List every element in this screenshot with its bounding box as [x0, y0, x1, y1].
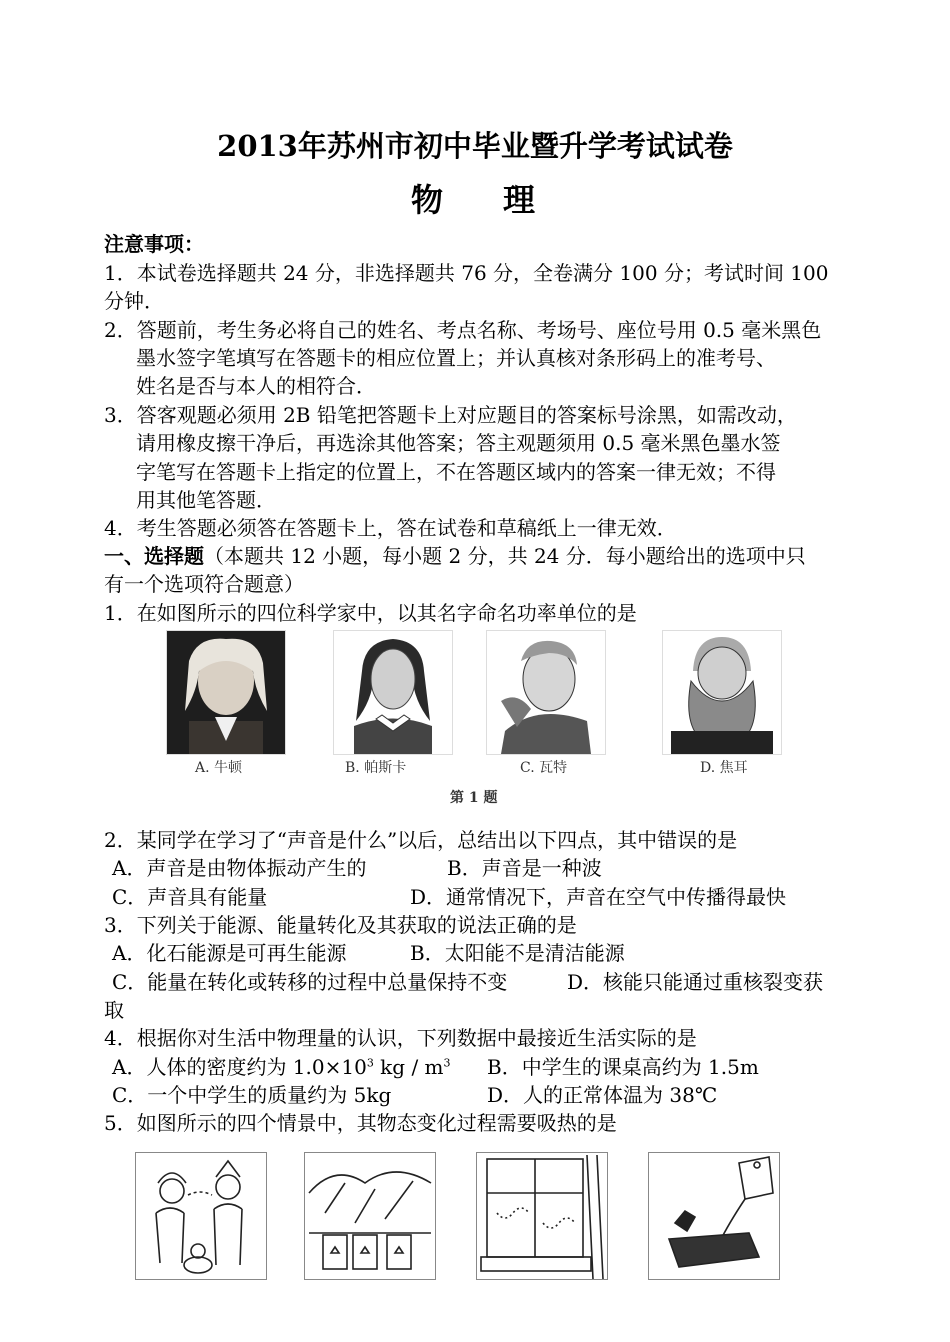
q5-stem: 5．如图所示的四个情景中，其物态变化过程需要吸热的是 [104, 1111, 617, 1135]
q2-option-b: B．声音是一种波 [447, 856, 602, 880]
scene-molten-metal [648, 1152, 780, 1280]
portrait-pascal [333, 630, 453, 755]
notice-2: 2．答题前，考生务必将自己的姓名、考点名称、考场号、座位号用 0.5 毫米黑色 [104, 318, 822, 342]
subject-char-2: 理 [503, 181, 540, 219]
q1-caption-d: D. 焦耳 [700, 760, 748, 776]
notice-3-cont: 请用橡皮擦干净后，再选涂其他答案；答主观题须用 0.5 毫米黑色墨水签 [136, 431, 781, 455]
q1-caption-c: C. 瓦特 [520, 760, 568, 776]
q3-stem: 3．下列关于能源、能量转化及其获取的说法正确的是 [104, 913, 577, 937]
scene-breath-winter [135, 1152, 267, 1280]
notice-2-cont: 墨水签字笔填写在答题卡的相应位置上；并认真核对条形码上的准考号、 [136, 346, 776, 370]
notice-4: 4．考生答题必须答在答题卡上，答在试卷和草稿纸上一律无效． [104, 516, 677, 540]
q1-caption-a: A. 牛顿 [195, 760, 243, 776]
notice-2-cont2: 姓名是否与本人的相符合． [136, 374, 376, 398]
q3-option-d-cont: 取 [104, 998, 124, 1022]
q4-option-a: A．人体的密度约为 $1.0\times 10^3$ kg / $m^3$ [112, 1055, 451, 1079]
notice-heading: 注意事项： [104, 232, 204, 256]
notice-3-cont3: 用其他笔答题． [136, 488, 276, 512]
q3-option-d: D．核能只能通过重核裂变获 [567, 970, 824, 994]
subject-title [0, 181, 950, 219]
exam-title: 2013年苏州市初中毕业暨升学考试试卷 [217, 129, 733, 163]
q2-stem: 2．某同学在学习了“声音是什么”以后，总结出以下四点，其中错误的是 [104, 828, 738, 852]
q4-option-d: D．人的正常体温为 38℃ [487, 1083, 718, 1107]
notice-1-cont: 分钟． [104, 289, 164, 313]
portrait-joule [662, 630, 782, 755]
portrait-watt [486, 630, 606, 755]
scene-window-frost [476, 1152, 608, 1280]
q3-option-b: B．太阳能不是清洁能源 [410, 941, 625, 965]
q4-stem: 4．根据你对生活中物理量的认识，下列数据中最接近生活实际的是 [104, 1026, 697, 1050]
q2-option-a: A．声音是由物体振动产生的 [112, 856, 367, 880]
scene-frozen-clothes [304, 1152, 436, 1280]
q2-option-c: C．声音具有能量 [112, 885, 268, 909]
q2-option-d: D．通常情况下，声音在空气中传播得最快 [410, 885, 787, 909]
subject-char-1: 物 [410, 181, 447, 219]
notice-3-cont2: 字笔写在答题卡上指定的位置上，不在答题区域内的答案一律无效；不得 [136, 460, 776, 484]
q4-option-c: C．一个中学生的质量约为 5kg [112, 1083, 392, 1107]
q3-option-a: A．化石能源是可再生能源 [112, 941, 347, 965]
q3-option-c: C．能量在转化或转移的过程中总量保持不变 [112, 970, 508, 994]
section-1-desc: 有一个选项符合题意） [104, 572, 304, 596]
notice-1: 1．本试卷选择题共 24 分，非选择题共 76 分，全卷满分 100 分；考试时间 100 [104, 261, 829, 285]
notice-3: 3．答客观题必须用 2B 铅笔把答题卡上对应题目的答案标号涂黑，如需改动， [104, 403, 797, 427]
q1-stem: 1．在如图所示的四位科学家中，以其名字命名功率单位的是 [104, 601, 637, 625]
q1-figure-label: 第 1 题 [450, 790, 498, 806]
section-1-heading: 一、选择题（本题共 12 小题，每小题 2 分，共 24 分．每小题给出的选项中只 [104, 544, 806, 568]
q1-caption-b: B. 帕斯卡 [345, 760, 407, 776]
portrait-newton [166, 630, 286, 755]
q4-option-b: B．中学生的课桌高约为 1.5m [487, 1055, 759, 1079]
